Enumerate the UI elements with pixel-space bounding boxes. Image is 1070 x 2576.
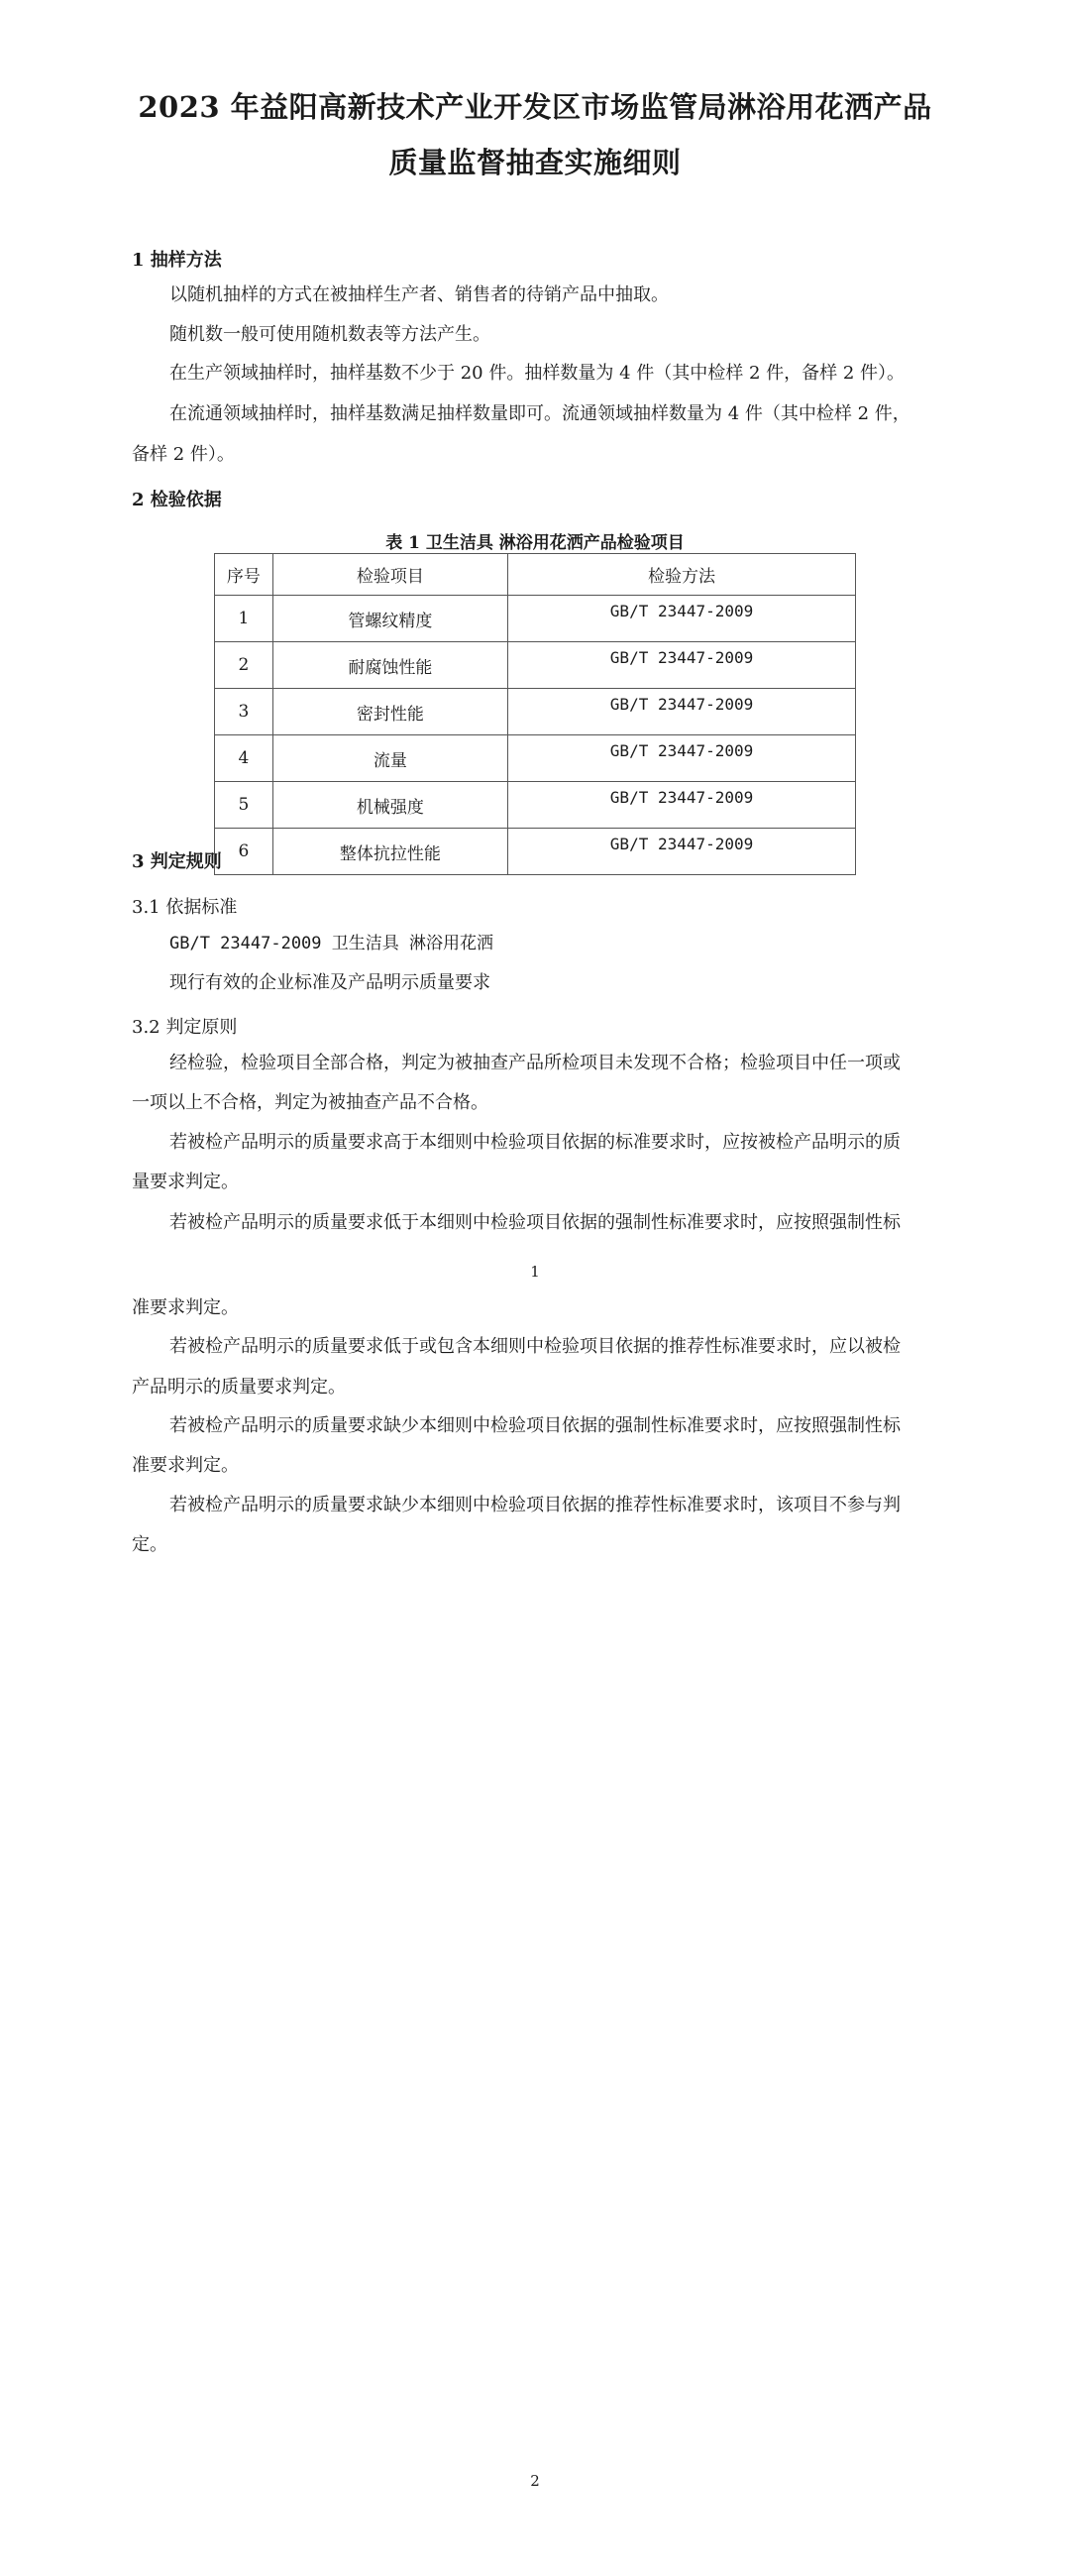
table-header-cell: 检验项目 [272, 554, 507, 596]
judgement-paragraph: 若被检产品明示的质量要求高于本细则中检验项目依据的标准要求时，应按被检产品明示的质 [169, 1132, 901, 1153]
table-row [215, 642, 856, 689]
judgement-paragraph: 若被检产品明示的质量要求缺少本细则中检验项目依据的推荐性标准要求时，该项目不参与判 [169, 1495, 901, 1515]
row-number: 1 [215, 596, 273, 642]
row-number: 6 [215, 829, 273, 875]
section-1-paragraph: 在生产领域抽样时，抽样基数不少于 20 件。抽样数量为 4 件（其中检样 2 件，备样 2 件）。 [169, 363, 906, 384]
inspection-method: GB/T 23447-2009 [508, 642, 856, 689]
inspection-method: GB/T 23447-2009 [508, 829, 856, 875]
judgement-paragraph-cont: 准要求判定。 [132, 1455, 239, 1476]
document-title-line-1: 2023 年益阳高新技术产业开发区市场监管局淋浴用花洒产品 [138, 90, 932, 124]
subsection-3-1-heading: 3.1 依据标准 [132, 897, 238, 918]
table-header-cell: 检验方法 [508, 554, 856, 596]
judgement-paragraph: 若被检产品明示的质量要求低于本细则中检验项目依据的强制性标准要求时，应按照强制性标 [169, 1212, 901, 1233]
inspection-item: 机械强度 [272, 782, 507, 829]
table-row [215, 735, 856, 782]
section-2-heading: 2 检验依据 [132, 490, 222, 510]
judgement-paragraph-cont: 产品明示的质量要求判定。 [132, 1377, 346, 1398]
judgement-paragraph: 若被检产品明示的质量要求缺少本细则中检验项目依据的强制性标准要求时，应按照强制性标 [169, 1415, 901, 1436]
table-row [215, 782, 856, 829]
inspection-item: 管螺纹精度 [272, 596, 507, 642]
inspection-item: 密封性能 [272, 689, 507, 735]
inspection-item: 整体抗拉性能 [272, 829, 507, 875]
section-1-paragraph: 在流通领域抽样时，抽样基数满足抽样数量即可。流通领域抽样数量为 4 件（其中检样 2 件， [169, 403, 910, 424]
row-number: 4 [215, 735, 273, 782]
inspection-method: GB/T 23447-2009 [508, 596, 856, 642]
document-title-line-2: 质量监督抽查实施细则 [388, 146, 682, 179]
judgement-paragraph: 若被检产品明示的质量要求低于或包含本细则中检验项目依据的推荐性标准要求时，应以被检 [169, 1336, 901, 1357]
section-1-paragraph: 以随机抽样的方式在被抽样生产者、销售者的待销产品中抽取。 [169, 284, 669, 305]
judgement-paragraph-cont: 一项以上不合格，判定为被抽查产品不合格。 [132, 1092, 488, 1113]
table-row [215, 829, 856, 875]
table-header-row [215, 554, 856, 596]
standard-reference: 现行有效的企业标准及产品明示质量要求 [169, 972, 490, 993]
inspection-item: 流量 [272, 735, 507, 782]
inspection-items-table [214, 553, 856, 875]
subsection-3-2-heading: 3.2 判定原则 [132, 1017, 238, 1038]
section-3-heading: 3 判定规则 [132, 851, 222, 872]
section-1-paragraph: 随机数一般可使用随机数表等方法产生。 [169, 324, 490, 345]
judgement-paragraph-cont: 量要求判定。 [132, 1172, 239, 1192]
table-header-cell: 序号 [215, 554, 273, 596]
judgement-paragraph: 经检验，检验项目全部合格，判定为被抽查产品所检项目未发现不合格；检验项目中任一项或 [169, 1053, 901, 1073]
section-1-heading: 1 抽样方法 [132, 250, 222, 271]
judgement-paragraph-cont: 准要求判定。 [132, 1297, 239, 1318]
row-number: 5 [215, 782, 273, 829]
row-number: 2 [215, 642, 273, 689]
inspection-item: 耐腐蚀性能 [272, 642, 507, 689]
judgement-paragraph-cont: 定。 [132, 1534, 167, 1555]
inspection-method: GB/T 23447-2009 [508, 735, 856, 782]
page-number-footer: 2 [530, 2472, 540, 2490]
table-row [215, 596, 856, 642]
row-number: 3 [215, 689, 273, 735]
inspection-method: GB/T 23447-2009 [508, 689, 856, 735]
standard-reference: GB/T 23447-2009 卫生洁具 淋浴用花洒 [169, 934, 493, 953]
table-row [215, 689, 856, 735]
inspection-method: GB/T 23447-2009 [508, 782, 856, 829]
page-number-inner: 1 [530, 1263, 540, 1281]
section-1-paragraph-cont: 备样 2 件）。 [132, 444, 235, 465]
table-caption: 表 1 卫生洁具 淋浴用花洒产品检验项目 [385, 533, 685, 553]
